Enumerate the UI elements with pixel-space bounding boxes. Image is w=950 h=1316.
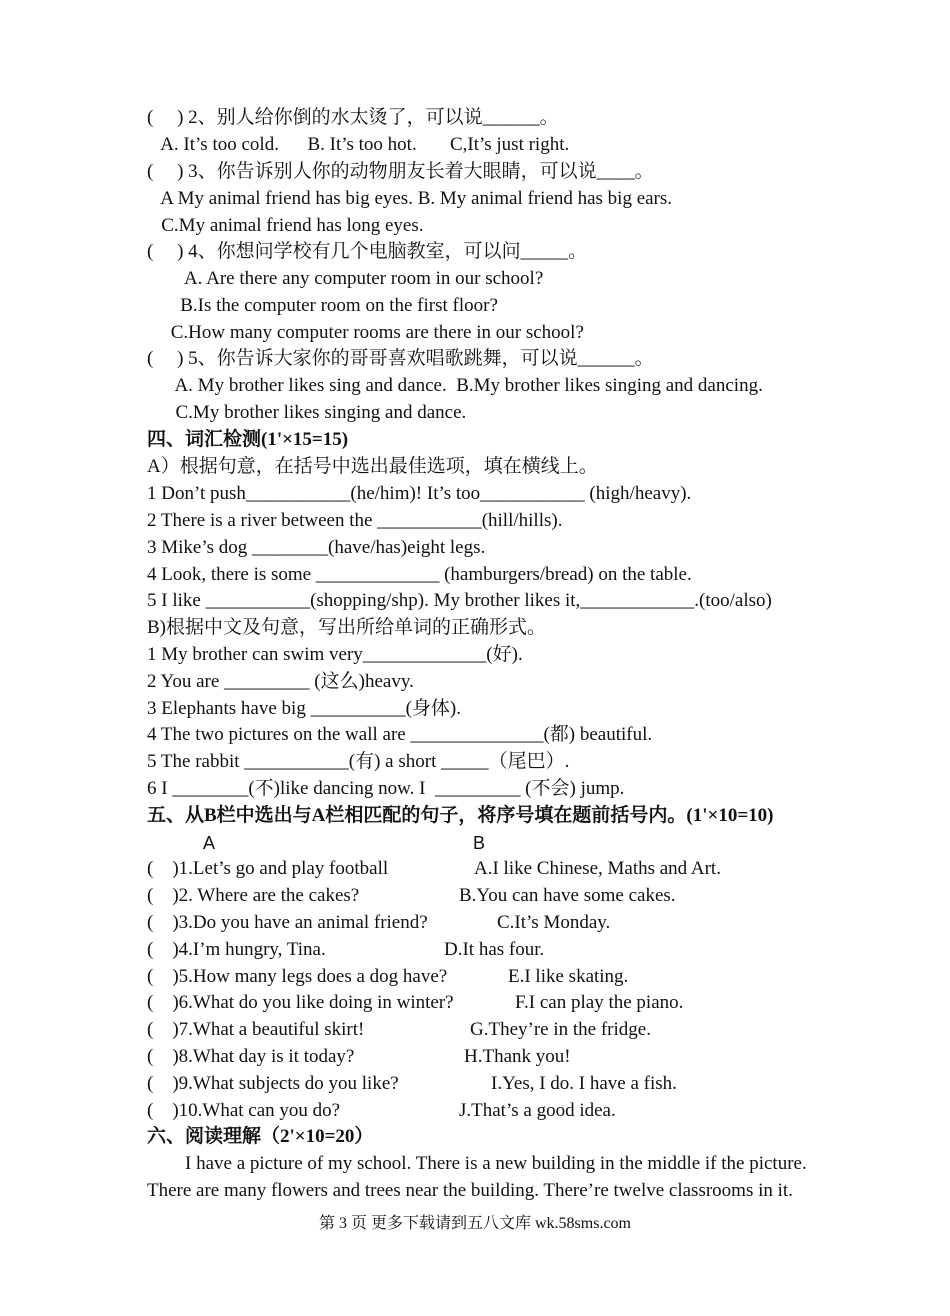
vocab-b-item-6: 6 I ________(不)like dancing now. I _________ (不会) jump. [147,778,625,799]
passage-line-1: I have a picture of my school. There is a new building in the middle if the picture. [147,1153,807,1174]
match-a-8: ( )8.What day is it today? [147,1046,355,1067]
match-b-6: F.I can play the piano. [515,992,684,1013]
vocab-b-item-1: 1 My brother can swim very_____________(好). [147,644,523,665]
column-a-heading: A [203,833,216,853]
match-a-1: ( )1.Let’s go and play football [147,858,389,879]
vocab-b-item-5: 5 The rabbit ___________(有) a short _____（尾巴）. [147,751,570,772]
question-2-options: A. It’s too cold. B. It’s too hot. C,It’s just right. [147,134,570,155]
column-b-heading: B [473,833,486,853]
match-a-10: ( )10.What can you do? [147,1100,341,1121]
match-a-7: ( )7.What a beautiful skirt! [147,1019,365,1040]
vocab-a-item-2: 2 There is a river between the ___________(hill/hills). [147,510,563,531]
match-a-6: ( )6.What do you like doing in winter? [147,992,454,1013]
question-4-option-c: C.How many computer rooms are there in our school? [147,322,584,343]
match-b-10: J.That’s a good idea. [459,1100,616,1121]
question-2: ( ) 2、别人给你倒的水太烫了，可以说______。 [147,107,559,128]
vocab-b-item-4: 4 The two pictures on the wall are ______________(都) beautiful. [147,724,653,745]
match-b-4: D.It has four. [444,939,545,960]
question-3: ( ) 3、你告诉别人你的动物朋友长着大眼睛，可以说____。 [147,161,654,182]
question-4-option-a: A. Are there any computer room in our school? [147,268,544,289]
match-b-3: C.It’s Monday. [497,912,611,933]
match-a-9: ( )9.What subjects do you like? [147,1073,399,1094]
question-4-option-b: B.Is the computer room on the first floor? [147,295,498,316]
section4-part-b-instruction: B)根据中文及句意，写出所给单词的正确形式。 [147,617,547,638]
section4-part-a-instruction: A）根据句意，在括号中选出最佳选项，填在横线上。 [147,456,598,477]
section6-title: 六、阅读理解（2'×10=20） [147,1126,374,1147]
question-3-option-c: C.My animal friend has long eyes. [147,215,424,236]
match-a-4: ( )4.I’m hungry, Tina. [147,939,326,960]
match-a-2: ( )2. Where are the cakes? [147,885,360,906]
question-5-options-ab: A. My brother likes sing and dance. B.My brother likes singing and dancing. [147,375,763,396]
vocab-a-item-5: 5 I like ___________(shopping/shp). My brother likes it,____________.(too/also) [147,590,772,611]
vocab-a-item-3: 3 Mike’s dog ________(have/has)eight legs. [147,537,486,558]
match-b-2: B.You can have some cakes. [459,885,676,906]
match-b-8: H.Thank you! [464,1046,571,1067]
match-b-7: G.They’re in the fridge. [470,1019,651,1040]
passage-line-2: There are many flowers and trees near the building. There’re twelve classrooms in it. [147,1180,793,1201]
match-b-1: A.I like Chinese, Maths and Art. [474,858,721,879]
match-a-3: ( )3.Do you have an animal friend? [147,912,428,933]
page-footer: 第 3 页 更多下载请到五八文库 wk.58sms.com [318,1215,631,1232]
vocab-b-item-2: 2 You are _________ (这么)heavy. [147,671,414,692]
section4-title: 四、词汇检测(1'×15=15) [147,429,349,450]
question-5: ( ) 5、你告诉大家你的哥哥喜欢唱歌跳舞，可以说______。 [147,348,654,369]
match-a-5: ( )5.How many legs does a dog have? [147,966,448,987]
question-4: ( ) 4、你想问学校有几个电脑教室，可以问_____。 [147,241,588,262]
match-b-5: E.I like skating. [508,966,629,987]
match-b-9: I.Yes, I do. I have a fish. [491,1073,677,1094]
vocab-b-item-3: 3 Elephants have big __________(身体). [147,698,461,719]
section5-title: 五、从B栏中选出与A栏相匹配的句子，将序号填在题前括号内。(1'×10=10) [147,805,774,826]
vocab-a-item-1: 1 Don’t push___________(he/him)! It’s too___________ (high/heavy). [147,483,692,504]
question-3-options-ab: A My animal friend has big eyes. B. My animal friend has big ears. [147,188,673,209]
vocab-a-item-4: 4 Look, there is some _____________ (hamburgers/bread) on the table. [147,564,692,585]
question-5-option-c: C.My brother likes singing and dance. [147,402,467,423]
